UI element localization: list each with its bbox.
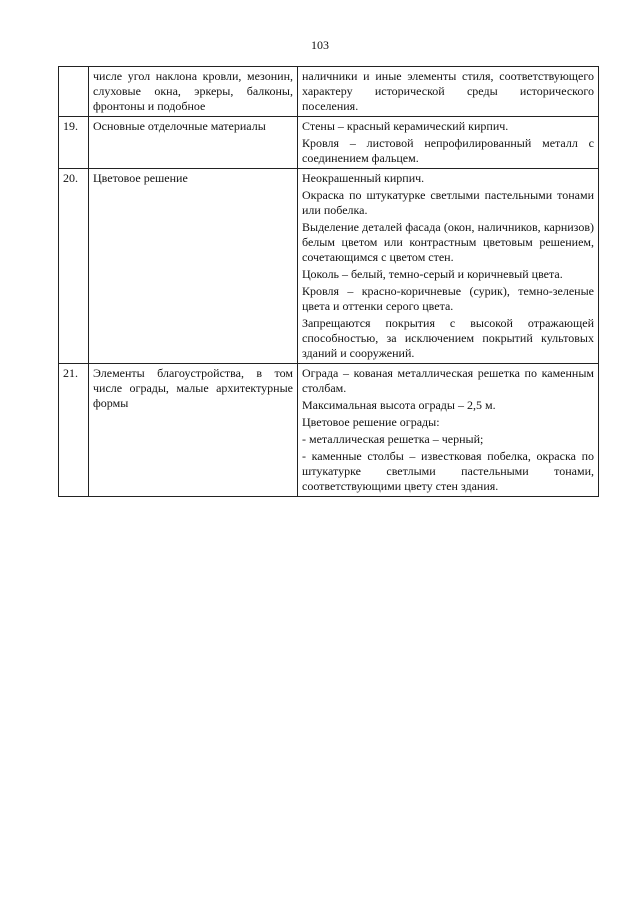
description-paragraph: Неокрашенный кирпич. xyxy=(302,171,425,185)
table-row xyxy=(59,67,599,117)
description-paragraph: - металлическая решетка – черный; xyxy=(302,432,484,446)
page-number: 103 xyxy=(311,38,329,52)
description-paragraph: Стены – красный керамический кирпич. xyxy=(302,119,509,133)
description-paragraph: Окраска по штукатурке светлыми пастельными тонами или побелка. xyxy=(302,188,594,217)
row-name xyxy=(89,169,298,364)
description-paragraph: Цветовое решение ограды: xyxy=(302,415,440,429)
row-number: 20. xyxy=(59,169,89,364)
row-name xyxy=(89,364,298,497)
row-number: 21. xyxy=(59,364,89,497)
row-name xyxy=(89,117,298,169)
table-row xyxy=(59,117,599,169)
description-paragraph: Кровля – листовой непрофилированный металл с соединением фальцем. xyxy=(302,136,594,165)
row-description xyxy=(298,117,599,169)
description-paragraph: - каменные столбы – известковая побелка, окраска по штукатурке светлыми пастельными тонами, соответствующими цвету стен здания. xyxy=(302,449,594,493)
row-name-text: числе угол наклона кровли, мезонин, слуховые окна, эркеры, балконы, фронтоны и подобное xyxy=(93,69,293,113)
row-number: 19. xyxy=(59,117,89,169)
row-name xyxy=(89,67,298,117)
row-name-text: Цветовое решение xyxy=(93,171,188,185)
table-row xyxy=(59,364,599,497)
description-paragraph: Запрещаются покрытия с высокой отражающей способностью, за исключением покрытий культовых зданий и сооружений. xyxy=(302,316,594,360)
description-paragraph: наличники и иные элементы стиля, соответствующего характеру исторической среды исторического поселения. xyxy=(302,69,594,113)
description-paragraph: Цоколь – белый, темно-серый и коричневый цвета. xyxy=(302,267,563,281)
row-name-text: Основные отделочные материалы xyxy=(93,119,266,133)
row-description xyxy=(298,169,599,364)
description-paragraph: Выделение деталей фасада (окон, наличников, карнизов) белым цветом или контрастным цветовым решением, сочетающимся с цветом стен. xyxy=(302,220,594,264)
row-description xyxy=(298,364,599,497)
description-paragraph: Ограда – кованая металлическая решетка по каменным столбам. xyxy=(302,366,594,395)
description-paragraph: Кровля – красно-коричневые (сурик), темно-зеленые цвета и оттенки серого цвета. xyxy=(302,284,594,313)
row-name-text: Элементы благоустройства, в том числе ограды, малые архитектурные формы xyxy=(93,366,293,410)
regulations-table xyxy=(58,66,599,497)
table-row xyxy=(59,169,599,364)
description-paragraph: Максимальная высота ограды – 2,5 м. xyxy=(302,398,496,412)
row-number xyxy=(59,67,89,117)
row-description xyxy=(298,67,599,117)
